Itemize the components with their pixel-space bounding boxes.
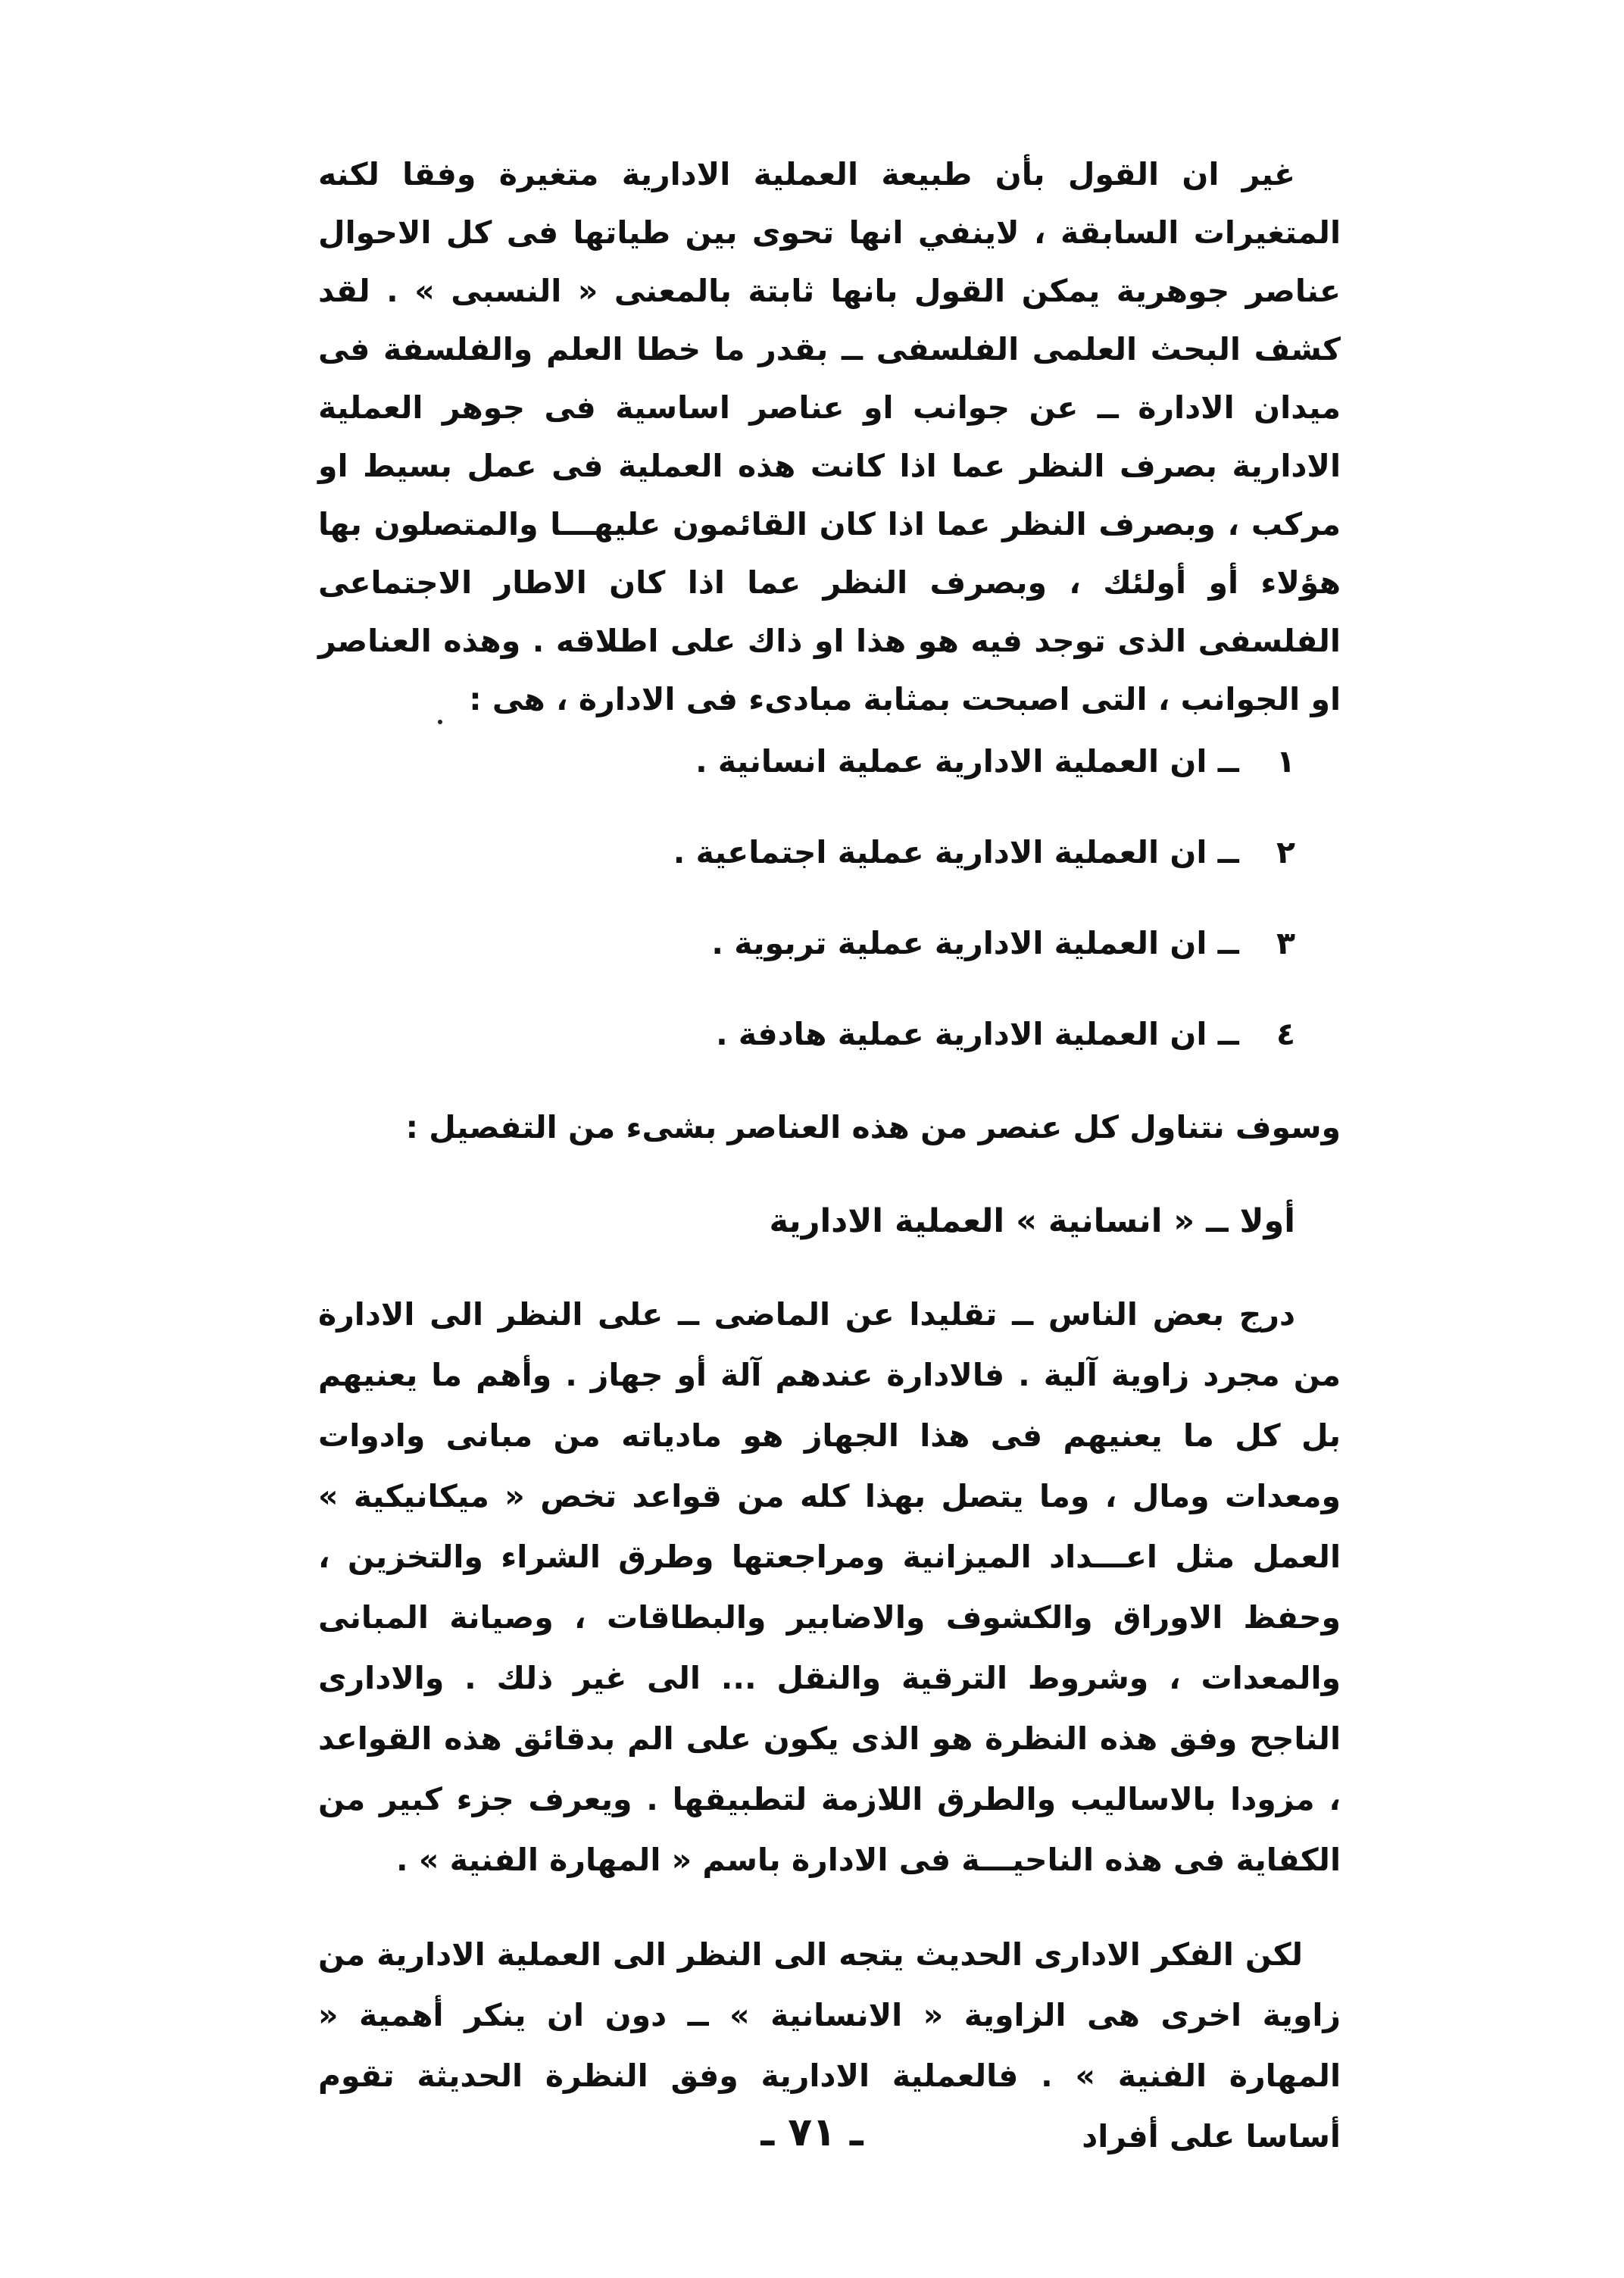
list-item-text: ــ ان العملية الادارية عملية هادفة . bbox=[716, 1016, 1239, 1052]
paragraph-principles-intro bbox=[318, 145, 1341, 729]
list-item-number: ١ bbox=[1276, 743, 1295, 780]
detail-intro-line: وسوف نتناول كل عنصر من هذه العناصر بشىء من التفصيل : bbox=[405, 1109, 1341, 1145]
scan-speck bbox=[438, 720, 442, 724]
list-item bbox=[318, 731, 1341, 822]
paragraph-text: لكن الفكر الادارى الحديث يتجه الى النظر الى العملية الادارية من زاوية اخرى هى الزاوية « الانسانية » ــ دون ان ينكر أهمية « المهارة الفنية » . فالعملية الادارية وفق النظرة الحديثة تقوم أساسا على أفراد bbox=[318, 1936, 1341, 2155]
paragraph-text: درج بعض الناس ــ تقليدا عن الماضى ــ على النظر الى الادارة من مجرد زاوية آلية . فالادارة عندهم آلة أو جهاز . وأهم ما يعنيهم بل كل ما يعنيهم فى هذا الجهاز هو مادياته من مبانى وادوات ومعدات ومال ، وما يتصل بهذا كله من قواعد تخص « ميكانيكية » العمل مثل اعـــداد الميزانية ومراجعتها وطرق الشراء والتخزين ، وحفظ الاوراق والكشوف والاضابير والبطاقات ، وصيانة المبانى والمعدات ، وشروط الترقية والنقل ... الى غير ذلك . والادارى الناجح وفق هذه النظرة هو الذى يكون على الم بدقائق هذه القواعد ، مزودا بالاساليب والطرق اللازمة لتطبيقها . ويعرف جزء كبير من الكفاية فى هذه الناحيـــة فى الادارة باسم « المهارة الفنية » . bbox=[318, 1296, 1341, 1878]
list-item-text: ــ ان العملية الادارية عملية انسانية . bbox=[695, 743, 1239, 780]
section-heading: أولا ــ « انسانية » العملية الادارية bbox=[769, 1202, 1295, 1240]
list-item-text: ــ ان العملية الادارية عملية اجتماعية . bbox=[673, 834, 1239, 870]
principles-list bbox=[318, 731, 1341, 1095]
list-item-number: ٢ bbox=[1276, 834, 1295, 870]
page-number: ـ ٧١ ـ bbox=[760, 2110, 864, 2155]
list-item-number: ٤ bbox=[1276, 1016, 1295, 1052]
list-item-text: ــ ان العملية الادارية عملية تربوية . bbox=[711, 925, 1239, 961]
paragraph-text: غير ان القول بأن طبيعة العملية الادارية متغيرة وفقا لكنه المتغيرات السابقة ، لاينفي انها تحوى بين طياتها فى كل الاحوال عناصر جوهرية يمكن القول بانها ثابتة بالمعنى « النسبى » . لقد كشف البحث العلمى الفلسفى ــ بقدر ما خطا العلم والفلسفة فى ميدان الادارة ــ عن جوانب او عناصر اساسية فى جوهر العملية الادارية بصرف النظر عما اذا كانت هذه العملية فى عمل بسيط او مركب ، وبصرف النظر عما اذا كان القائمون عليهـــا والمتصلون بها هؤلاء أو أولئك ، وبصرف النظر عما اذا كان الاطار الاجتماعى الفلسفى الذى توجد فيه هو هذا او ذاك على اطلاقه . وهذه العناصر او الجوانب ، التى اصبحت بمثابة مبادىء فى الادارة ، هى : bbox=[318, 156, 1341, 717]
list-item bbox=[318, 822, 1341, 913]
list-item bbox=[318, 913, 1341, 1004]
paragraph-mechanical-view bbox=[318, 1284, 1341, 1890]
list-item bbox=[318, 1004, 1341, 1095]
list-item-number: ٣ bbox=[1276, 925, 1295, 961]
